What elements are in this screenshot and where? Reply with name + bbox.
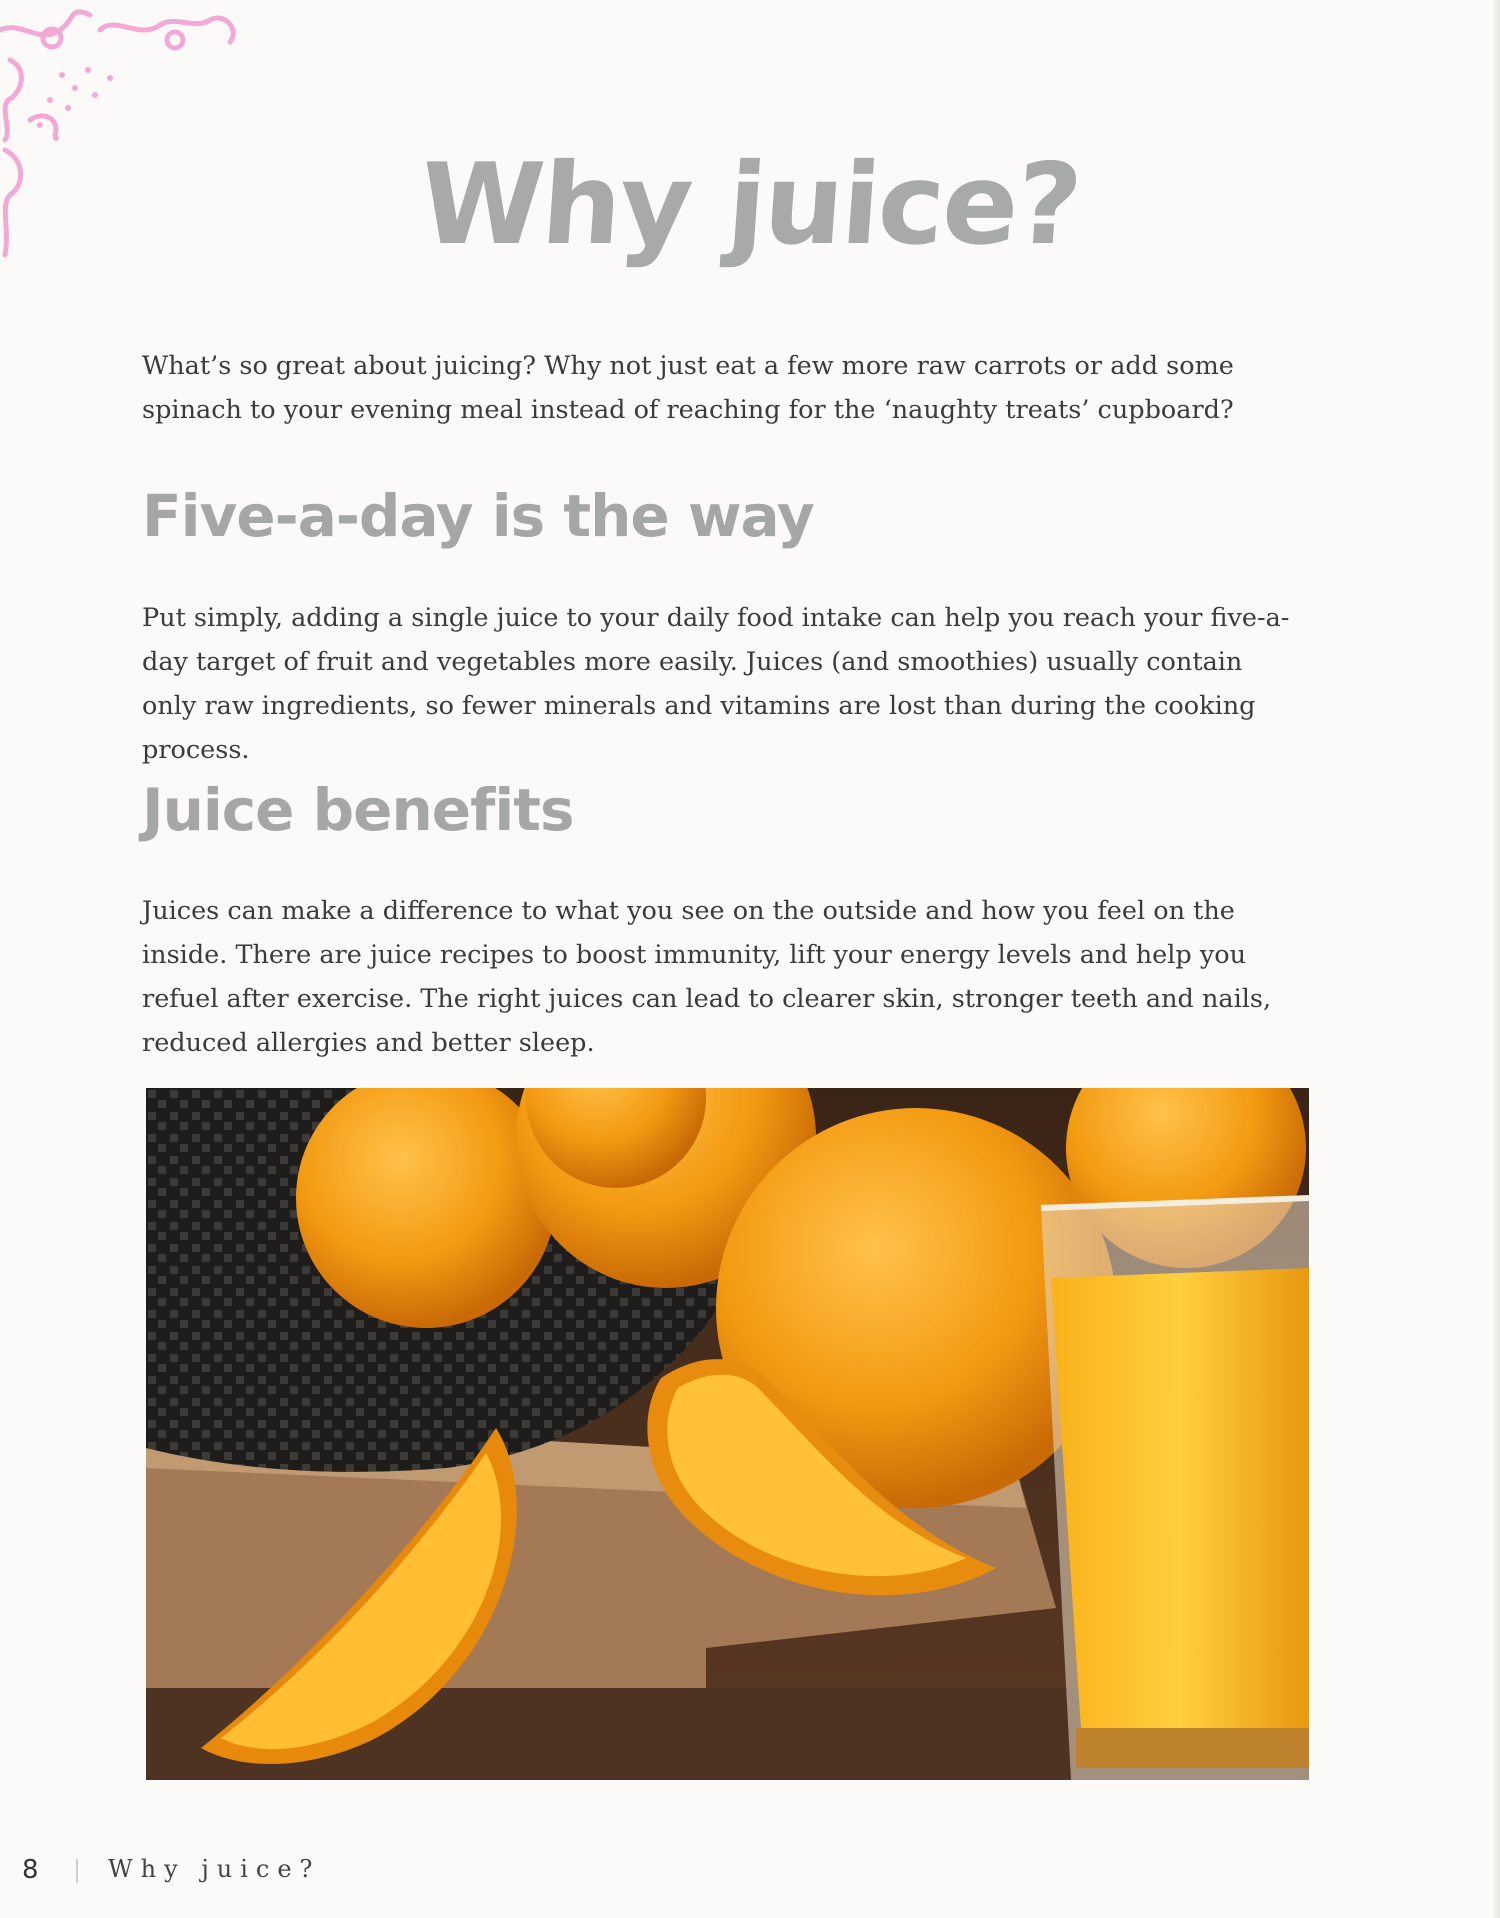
footer-separator	[76, 1859, 78, 1883]
page-edge	[1494, 0, 1500, 1918]
section-body-five-a-day: Put simply, adding a single juice to your daily food intake can help you reach your five-a-day target of fruit and vegetables more easily. Juices (and smoothies) usually contain only raw ingredients, so fewer minerals and vitamins are lost than during the cooking process.	[142, 602, 1290, 765]
running-title: Why juice?	[108, 1855, 321, 1883]
intro-paragraph: What’s so great about juicing? Why not just eat a few more raw carrots or add some spinach to your evening meal instead of reaching for the ‘naughty treats’ cupboard?	[142, 350, 1234, 425]
section-body-juice-benefits: Juices can make a difference to what you see on the outside and how you feel on the inside. There are juice recipes to boost immunity, lift your energy levels and help you refuel after exercise. The right juices can lead to clearer skin, stronger teeth and nails, reduced allergies and better sleep.	[142, 895, 1272, 1058]
page-title: Why juice?	[415, 140, 1085, 270]
footer	[0, 1855, 800, 1895]
photo-oranges-juice	[146, 1088, 1309, 1780]
section-heading-five-a-day: Five-a-day is the way	[142, 482, 814, 550]
section-heading-juice-benefits: Juice benefits	[142, 776, 574, 844]
page-number: 8	[22, 1855, 39, 1885]
